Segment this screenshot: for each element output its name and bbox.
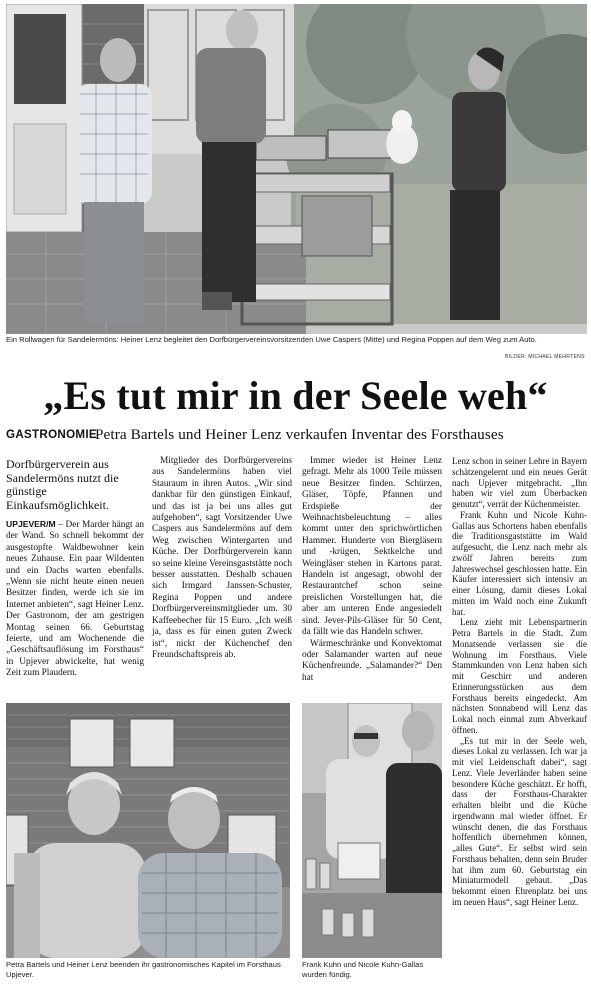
subheadline: Petra Bartels und Heiner Lenz verkaufen Inventar des Forsthauses bbox=[95, 426, 504, 443]
article-paragraph: „Es tut mir in der Seele weh, dieses Lokal zu verlassen. Ich war ja mit viel Leidenschaft dabei“, sagt Lenz. Viele Jeverländer haben seine besondere Küche geschätzt. Er hofft, dass der Forsthaus-Charakter erhalten bleibt und die Küche irgendwann mal wieder öffnet. Er wünscht denen, die das Forsthaus hoffentlich übernehmen können, „alles Gute“. Er selbst wird sein Forsthaus behalten, denn sein Bruder hat ihm zum 60. Geburtstag ein Miniaturmodell gebaut. „Das bekommt einen Ehrenplatz bei uns im neuen Haus“, sagt Heiner Lenz. bbox=[452, 735, 587, 907]
department-label: GASTRONOMIE bbox=[6, 428, 97, 441]
photo-couple-image bbox=[6, 703, 290, 958]
article-text: – Der Marder hängt an der Wand. So schnell bekommt der ausgestopfte Waldbewohner kein neues Zuhause. Ein paar Wildenten und ein Dachs warten ebenfalls. „Wenn sie nicht heute einen neuen Besitzer finden, werde ich sie im Internet anbieten“, sagt Heiner Lenz. Der Gastronom, der am gestrigen Montag seinen 66. Geburtstag feierte, und am Wochenende die „Geschäftsauflösung im Forsthaus“ in Upjever abwickelte, hat wenig Zeit zum Plaudern. bbox=[6, 520, 144, 679]
article-column-3 bbox=[302, 456, 442, 684]
photo-couple bbox=[6, 703, 290, 958]
top-photo bbox=[6, 4, 587, 334]
article-column-2 bbox=[152, 456, 292, 661]
photo-buyers-caption: Frank Kuhn und Nicole Kuhn-Gallas wurden fündig. bbox=[302, 960, 424, 979]
article-column-1 bbox=[6, 519, 144, 680]
photo-buyers-image bbox=[302, 703, 442, 958]
photo-buyers bbox=[302, 703, 442, 958]
article-paragraph: Mitglieder des Dorfbürgervereins aus Sandelermöns haben viel Stauraum in ihren Autos. „Wir sind dankbar für den günstigen Einkauf, und das ist ja bei uns alles gut aufgehoben“, sagt Vorsitzender Uwe Caspers aus Sandelermöns auf dem Weg zwischen Wintergarten und Küche. Der Dorfbürgerverein kann so seine kleine Vereinsgaststätte noch besser ausstatten. Deshalb schauen sich Irmgard Janssen-Schuster, Regina Poppen und andere Dorfbürgervereinsmitglieder um. 30 Kaffeebecher für 15 Euro. „Ich weiß ja, dass es für einen guten Zweck ist“, nickt der Küchenchef den Freundschaftspreis ab. bbox=[152, 456, 292, 660]
top-photo-image bbox=[6, 4, 587, 334]
article-paragraph: Wärmeschränke und Konvektomat oder Salamander warten auf neue Küchenfreunde. „Salamander?“ Den hat bbox=[302, 638, 442, 683]
article-column-4 bbox=[452, 456, 587, 908]
article-paragraph: Lenz zieht mit Lebenspartnerin Petra Bartels in die Stadt. Zum Monatsende verlassen sie die Wohnung im Forsthaus. Viele Stammkunden von Lenz haben sich mit Geschirr und anderen Erinnerungsstücken aus dem Forsthaus bereits eingedeckt. Am nächsten Sonnabend will Lenz das Lokal noch einmal zum Abverkauf öffnen. bbox=[452, 617, 587, 735]
article-paragraph: Immer wieder ist Heiner Lenz gefragt. Mehr als 1000 Teile müssen neue Besitzer finden. Schürzen, Gläser, Töpfe, Pfannen und Erdspieße der Weihnachtsbeleuchtung – alles kommt unter den sprichwörtlichen Hammer. Hunderte von Biergläsern und -krügen, Sektkelche und Weingläser stehen in Kartons parat. Handeln ist angesagt, obwohl der Restaurantchef schon seine preislichen Vorstellungen hat, die aber am unteren Ende angesiedelt sind. Jever-Pils-Gläser für 50 Cent, da fällt wie das Handeln schwer. bbox=[302, 456, 442, 638]
article-paragraph: Lenz schon in seiner Lehre in Bayern schätzengelernt und ein neues Gerät nach Upjever mitgebracht. „Ihn haben wir viel zum Überbacken genutzt“, verrät der Küchenmeister. bbox=[452, 456, 587, 509]
article-paragraph bbox=[6, 519, 144, 680]
teaser: Dorfbürgerverein aus Sandelermöns nutzt die günstige Einkaufsmöglichkeit. bbox=[6, 457, 119, 512]
dateline: UPJEVER/M bbox=[6, 519, 56, 529]
article-paragraph: Frank Kuhn und Nicole Kuhn-Gallas aus Schortens haben ebenfalls die Traditionsgaststätte im Wald aufgesucht, die Lenz nach mehr als zwölf Jahren bereits zum Jahreswechsel geschlossen hatte. Ein Käufer interessiert sich intensiv an einer Lösung, damit dieses Lokal mitten im Wald noch eine Zukunft hat. bbox=[452, 509, 587, 617]
photo-credit: BILDER: MICHAEL MEHRTENS bbox=[505, 354, 585, 360]
headline: „Es tut mir in der Seele weh“ bbox=[43, 373, 548, 418]
top-photo-caption: Ein Rollwagen für Sandelermöns: Heiner Lenz begleitet den Dorfbürgervereinsvorsitzenden Uwe Caspers (Mitte) und Regina Poppen auf dem Weg zum Auto. bbox=[6, 335, 537, 344]
photo-couple-caption: Petra Bartels und Heiner Lenz beenden ihr gastronomisches Kapitel im Forsthaus Upjever. bbox=[6, 960, 281, 979]
